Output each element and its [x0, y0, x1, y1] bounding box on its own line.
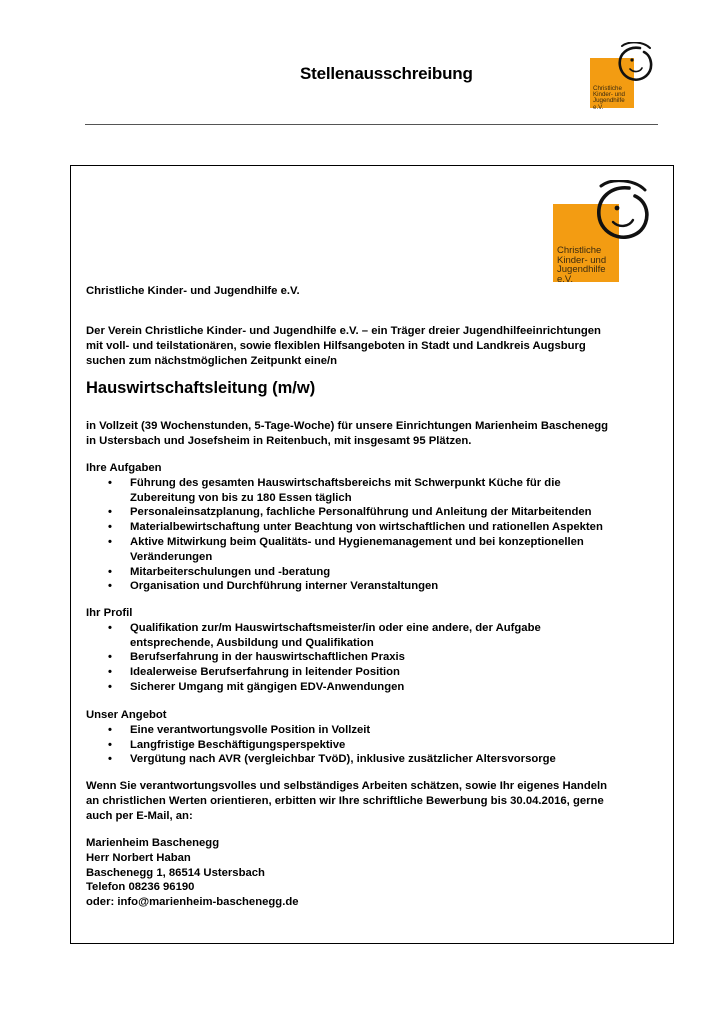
- logo-text: Christliche Kinder- und Jugendhilfe e.V.: [593, 85, 625, 111]
- contact-person: Herr Norbert Haban: [86, 851, 191, 864]
- list-item: • Aktive Mitwirkung beim Qualitäts- und Hygienemanagement und bei konzeptionellen Veränderungen: [108, 535, 584, 563]
- org-name: Christliche Kinder- und Jugendhilfe e.V.: [86, 285, 300, 297]
- section-title: Ihr Profil: [86, 607, 133, 619]
- contact-block: [86, 836, 666, 910]
- section-title: Unser Angebot: [86, 709, 167, 721]
- offer-section: [86, 708, 666, 767]
- list-item: • Führung des gesamten Hauswirtschaftsbereichs mit Schwerpunkt Küche für die Zubereitung von bis zu 180 Essen täglich: [108, 476, 561, 504]
- list-item: • Langfristige Beschäftigungsperspektive: [108, 738, 346, 751]
- list-item: • Idealerweise Berufserfahrung in leitender Position: [108, 666, 400, 679]
- list-item: • Personaleinsatzplanung, fachliche Personalführung und Anleitung der Mitarbeitenden: [108, 506, 592, 519]
- page-title: Stellenausschreibung: [300, 64, 473, 83]
- list-item: • Vergütung nach AVR (vergleichbar TvöD), inklusive zusätzlicher Altersvorsorge: [108, 753, 556, 766]
- list-item: • Mitarbeiterschulungen und -beratung: [108, 565, 331, 578]
- closing-paragraph: Wenn Sie verantwortungsvolles und selbständiges Arbeiten schätzen, sowie Ihr eigenes Handeln an christlichen Werten orientieren, erbitten wir Ihre schriftliche Bewerbung bis 30.04.2016, gerne auch per E-Mail, an:: [86, 780, 608, 822]
- job-title: Hauswirtschaftsleitung (m/w): [86, 379, 316, 397]
- intro-paragraph: Der Verein Christliche Kinder- und Jugendhilfe e.V. – ein Träger dreier Jugendhilfeeinrichtungen mit voll- und teilstationären, sowie flexiblen Hilfsangeboten in Stadt und Landkreis Augsburg suchen zum nächstmöglichen Zeitpunkt eine/n: [86, 325, 601, 367]
- contact-phone: Telefon 08236 96190: [86, 881, 195, 894]
- scope-paragraph: in Vollzeit (39 Wochenstunden, 5-Tage-Woche) für unsere Einrichtungen Marienheim Baschenegg in Ustersbach und Josefsheim in Reitenbuch, mit insgesamt 95 Plätzen.: [86, 420, 609, 447]
- contact-address: Baschenegg 1, 86514 Ustersbach: [86, 866, 265, 879]
- contact-email[interactable]: oder: info@marienheim-baschenegg.de: [86, 896, 299, 909]
- profile-section: [86, 606, 666, 695]
- list-item: • Sicherer Umgang mit gängigen EDV-Anwendungen: [108, 680, 405, 693]
- list-item: • Eine verantwortungsvolle Position in Vollzeit: [108, 723, 371, 736]
- list-item: • Organisation und Durchführung interner Veranstaltungen: [108, 580, 439, 593]
- header-divider: [85, 124, 658, 125]
- logo-text: Christliche Kinder- und Jugendhilfe e.V.: [557, 245, 607, 285]
- section-title: Ihre Aufgaben: [86, 462, 162, 474]
- organization-logo-large: [553, 204, 619, 285]
- list-item: • Berufserfahrung in der hauswirtschaftlichen Praxis: [108, 651, 405, 664]
- contact-org: Marienheim Baschenegg: [86, 837, 220, 849]
- list-item: • Qualifikation zur/m Hauswirtschaftsmeister/in oder eine andere, der Aufgabe entsprechende, Ausbildung und Qualifikation: [108, 621, 541, 649]
- tasks-section: [86, 461, 666, 594]
- list-item: • Materialbewirtschaftung unter Beachtung von wirtschaftlichen und rationellen Aspekten: [108, 521, 603, 534]
- organization-logo: [590, 58, 634, 111]
